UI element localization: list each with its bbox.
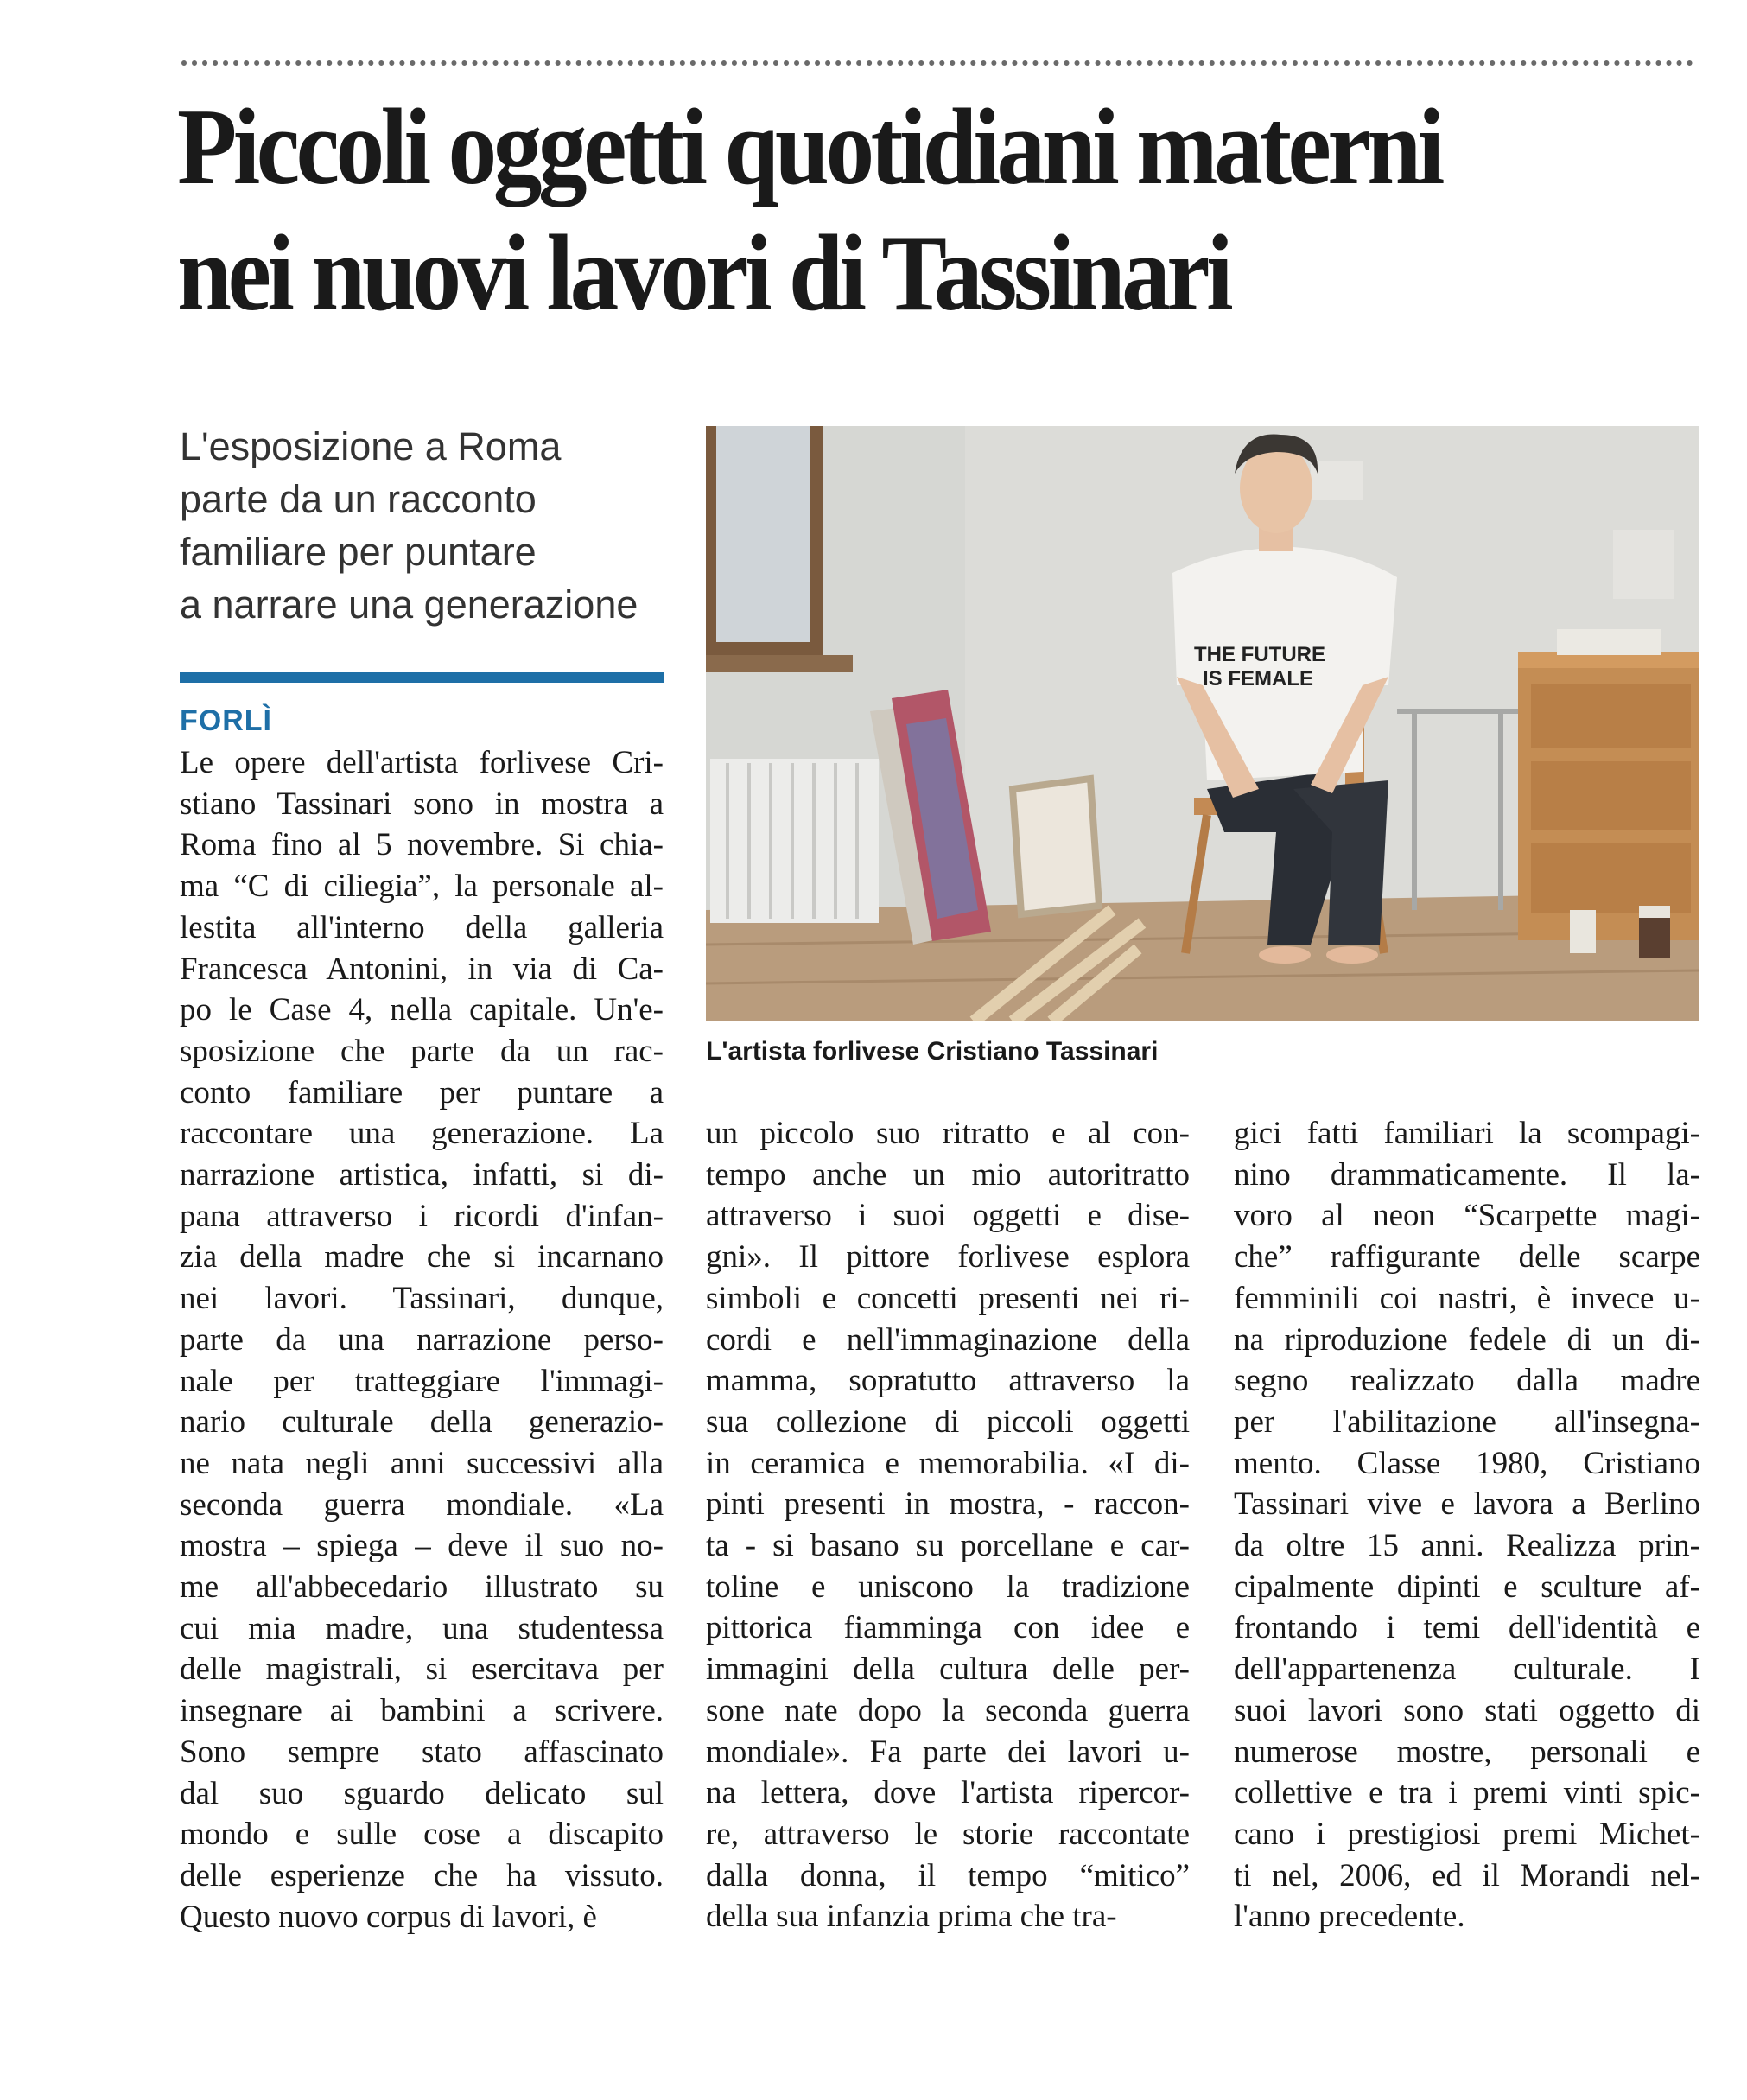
body-text-line: me all'abbecedario illustrato su bbox=[180, 1569, 664, 1606]
top-dotted-rule bbox=[181, 60, 1693, 66]
body-text-line: nei lavori. Tassinari, dunque, bbox=[180, 1281, 664, 1317]
subheadline-line: familiare per puntare bbox=[180, 530, 537, 574]
body-text-line: ne nata negli anni successivi alla bbox=[180, 1445, 664, 1481]
section-accent-bar bbox=[180, 672, 664, 683]
body-text-line: mondo e sulle cose a discapito bbox=[180, 1817, 664, 1853]
body-column-1 bbox=[180, 742, 664, 1938]
body-text-line: suoi lavori sono stati oggetto di bbox=[1234, 1692, 1700, 1728]
subheadline-line: parte da un racconto bbox=[180, 477, 537, 521]
body-text-line: re, attraverso le storie raccontate bbox=[706, 1816, 1190, 1852]
headline-line: Piccoli oggetti quotidiani materni bbox=[177, 87, 1441, 207]
body-text-line: lestita all'interno della galleria bbox=[180, 909, 664, 945]
body-text-line: sone nate dopo la seconda guerra bbox=[706, 1692, 1190, 1728]
body-text-line: cordi e nell'immaginazione della bbox=[706, 1321, 1190, 1358]
body-text-line: conto familiare per puntare a bbox=[180, 1074, 664, 1110]
body-text-line: gici fatti familiari la scompagi- bbox=[1234, 1116, 1700, 1151]
body-text-line: per l'abilitazione all'insegna- bbox=[1234, 1403, 1700, 1440]
body-text-line: na lettera, dove l'artista ripercor- bbox=[706, 1775, 1190, 1811]
body-text-line: femminili coi nastri, è invece u- bbox=[1234, 1280, 1700, 1316]
body-text-line: zia della madre che si incarnano bbox=[180, 1239, 664, 1276]
body-text-line: sua collezione di piccoli oggetti bbox=[706, 1403, 1190, 1440]
dateline: FORLÌ bbox=[180, 704, 272, 737]
body-text-line: po le Case 4, nella capitale. Un'e- bbox=[180, 992, 664, 1028]
body-text-line: Francesca Antonini, in via di Ca- bbox=[180, 951, 664, 987]
photo-caption: L'artista forlivese Cristiano Tassinari bbox=[706, 1037, 1159, 1066]
body-text-line: Questo nuovo corpus di lavori, è bbox=[180, 1899, 597, 1935]
body-text-line: l'anno precedente. bbox=[1234, 1899, 1465, 1935]
body-text-line: da oltre 15 anni. Realizza prin- bbox=[1234, 1528, 1700, 1564]
body-text-line: stiano Tassinari sono in mostra a bbox=[180, 786, 664, 822]
body-text-line: mamma, sopratutto attraverso la bbox=[706, 1363, 1190, 1399]
body-text-line: mostra – spiega – deve il suo no- bbox=[180, 1528, 664, 1564]
body-text-line: Sono sempre stato affascinato bbox=[180, 1734, 664, 1770]
body-text-line: nario culturale della generazio- bbox=[180, 1404, 664, 1441]
body-text-line: cano i prestigiosi premi Michet- bbox=[1234, 1816, 1700, 1852]
body-text-line: collettive e tra i premi vinti spic- bbox=[1234, 1775, 1700, 1811]
body-text-line: narrazione artistica, infatti, si di- bbox=[180, 1157, 664, 1193]
headline-line: nei nuovi lavori di Tassinari bbox=[177, 213, 1230, 334]
body-text-line: ma “C di ciliegia”, la personale al- bbox=[180, 869, 664, 905]
body-text-line: seconda guerra mondiale. «La bbox=[180, 1486, 664, 1523]
shirt-text-line: THE FUTURE bbox=[1194, 643, 1325, 666]
body-text-line: nino drammaticamente. Il la- bbox=[1234, 1156, 1700, 1193]
body-text-line: ta - si basano su porcellane e car- bbox=[706, 1528, 1190, 1564]
body-text-line: segno realizzato dalla madre bbox=[1234, 1363, 1700, 1399]
subheadline-line: L'esposizione a Roma bbox=[180, 424, 562, 468]
body-text-line: toline e uniscono la tradizione bbox=[706, 1569, 1190, 1605]
body-text-line: dal suo sguardo delicato sul bbox=[180, 1775, 664, 1811]
body-text-line: parte da una narrazione perso- bbox=[180, 1321, 664, 1358]
article-photo bbox=[706, 426, 1699, 1021]
body-text-line: mondiale». Fa parte dei lavori u- bbox=[706, 1734, 1190, 1770]
body-text-line: pana attraverso i ricordi d'infan- bbox=[180, 1198, 664, 1234]
body-text-line: delle magistrali, si esercitava per bbox=[180, 1651, 664, 1688]
body-text-line: Roma fino al 5 novembre. Si chia- bbox=[180, 827, 664, 863]
body-text-line: pittorica fiamminga con idee e bbox=[706, 1610, 1190, 1646]
body-text-line: Tassinari vive e lavora a Berlino bbox=[1234, 1486, 1700, 1523]
body-text-line: cipalmente dipinti e sculture af- bbox=[1234, 1569, 1700, 1605]
body-text-line: immagini della cultura delle per- bbox=[706, 1651, 1190, 1688]
body-text-line: un piccolo suo ritratto e al con- bbox=[706, 1116, 1190, 1151]
body-text-line: delle esperienze che ha vissuto. bbox=[180, 1857, 664, 1893]
shirt-text-line: IS FEMALE bbox=[1203, 667, 1314, 690]
body-column-3 bbox=[1234, 1113, 1700, 1938]
body-text-line: dell'appartenenza culturale. I bbox=[1234, 1651, 1700, 1688]
subheadline bbox=[180, 420, 698, 631]
body-text-line: tempo anche un mio autoritratto bbox=[706, 1156, 1190, 1193]
body-text-line: ti nel, 2006, ed il Morandi nel- bbox=[1234, 1857, 1700, 1893]
body-text-line: dalla donna, il tempo “mitico” bbox=[706, 1857, 1190, 1893]
body-text-line: che” raffigurante delle scarpe bbox=[1234, 1239, 1700, 1276]
body-column-2 bbox=[706, 1113, 1190, 1938]
body-text-line: sposizione che parte da un rac- bbox=[180, 1033, 664, 1069]
body-text-line: numerose mostre, personali e bbox=[1234, 1734, 1700, 1770]
body-text-line: della sua infanzia prima che tra- bbox=[706, 1899, 1117, 1935]
body-text-line: voro al neon “Scarpette magi- bbox=[1234, 1198, 1700, 1234]
body-text-line: nale per tratteggiare l'immagi- bbox=[180, 1363, 664, 1399]
body-text-line: in ceramica e memorabilia. «I di- bbox=[706, 1445, 1190, 1481]
body-text-line: na riproduzione fedele di un di- bbox=[1234, 1321, 1700, 1358]
body-text-line: raccontare una generazione. La bbox=[180, 1116, 664, 1152]
headline bbox=[177, 85, 1561, 337]
body-text-line: frontando i temi dell'identità e bbox=[1234, 1610, 1700, 1646]
body-text-line: attraverso i suoi oggetti e dise- bbox=[706, 1198, 1190, 1234]
artist-portrait-image bbox=[706, 426, 1699, 1021]
body-text-line: insegnare ai bambini a scrivere. bbox=[180, 1693, 664, 1729]
body-text-line: cui mia madre, una studentessa bbox=[180, 1610, 664, 1646]
subheadline-line: a narrare una generazione bbox=[180, 582, 638, 627]
body-text-line: simboli e concetti presenti nei ri- bbox=[706, 1280, 1190, 1316]
body-text-line: mento. Classe 1980, Cristiano bbox=[1234, 1445, 1700, 1481]
body-text-line: pinti presenti in mostra, - raccon- bbox=[706, 1486, 1190, 1523]
body-text-line: gni». Il pittore forlivese esplora bbox=[706, 1239, 1190, 1276]
body-text-line: Le opere dell'artista forlivese Cri- bbox=[180, 745, 664, 780]
